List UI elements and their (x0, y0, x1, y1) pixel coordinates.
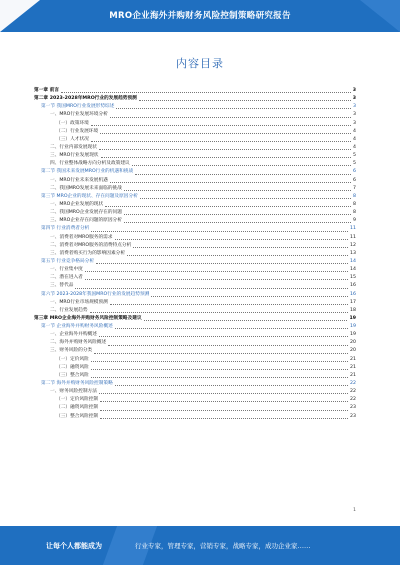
toc-entry-title: 三、MRO企业存在问题的原因分析 (50, 218, 122, 224)
toc-leader-dots (105, 206, 351, 207)
toc-entry[interactable] (34, 217, 356, 225)
toc-entry-page: 21 (350, 372, 356, 378)
toc-leader-dots (110, 304, 348, 305)
toc-leader-dots (91, 361, 348, 362)
toc-leader-dots (101, 157, 352, 158)
toc-entry-page: 15 (350, 275, 356, 281)
toc-leader-dots (99, 393, 348, 394)
toc-leader-dots (110, 182, 351, 183)
toc-leader-dots (91, 141, 351, 142)
toc-entry-page: 20 (350, 340, 356, 346)
toc-leader-dots (100, 401, 348, 402)
toc-leader-dots (91, 231, 348, 232)
toc-entry[interactable] (34, 404, 356, 412)
toc-entry-title: 第一节 企业海外并购财务风险概述 (41, 324, 113, 330)
toc-entry-title: 三、MRO行业发展现状 (50, 153, 99, 159)
toc-leader-dots (96, 263, 348, 264)
toc-entry[interactable] (34, 103, 356, 111)
toc-leader-dots (110, 117, 351, 118)
toc-leader-dots (124, 222, 351, 223)
toc-entry-page: 6 (353, 169, 356, 175)
toc-entry[interactable] (34, 348, 356, 356)
toc-leader-dots (140, 198, 351, 199)
toc-entry-title: 二、行业发展趋势 (50, 307, 88, 313)
toc-entry-page: 20 (350, 348, 356, 354)
toc-entry-title: （三）整合风险 (56, 372, 89, 378)
toc-entry-title: （一）定价风险控制 (56, 397, 99, 403)
toc-entry-page: 3 (353, 120, 356, 126)
toc-entry[interactable] (34, 331, 356, 339)
toc-entry-page: 22 (350, 389, 356, 395)
toc-entry[interactable] (34, 356, 356, 364)
toc-entry-page: 8 (353, 210, 356, 216)
toc-entry-title: 一、MRO企业发展的现状 (50, 201, 104, 207)
toc-leader-dots (151, 296, 348, 297)
toc-entry-page: 12 (350, 242, 356, 248)
toc-leader-dots (100, 410, 348, 411)
report-title: MRO企业海外并购财务风险控制策略研究报告 (109, 11, 291, 21)
toc-entry-page: 3 (353, 104, 356, 110)
toc-entry[interactable] (34, 372, 356, 380)
toc-entry[interactable] (34, 307, 356, 315)
toc-entry-title: 二、潜在进入者 (50, 275, 83, 281)
toc-entry[interactable] (34, 315, 356, 323)
toc-entry-title: 一、消费者对MRO服务的需求 (50, 234, 113, 240)
toc-entry-page: 8 (353, 201, 356, 207)
toc-entry-title: 第一章 前言 (34, 87, 60, 93)
toc-entry[interactable] (34, 250, 356, 258)
toc-entry-page: 9 (353, 218, 356, 224)
toc-entry-title: （三）人才状况 (56, 136, 89, 142)
page-number: 1 (353, 508, 356, 513)
toc-entry-page: 14 (350, 258, 356, 264)
toc-entry[interactable] (34, 185, 356, 193)
toc-entry[interactable] (34, 299, 356, 307)
toc-entry-page: 16 (350, 283, 356, 289)
toc-entry[interactable] (34, 396, 356, 404)
toc-entry-page: 3 (352, 87, 356, 93)
toc-entry-page: 8 (353, 193, 356, 199)
toc-entry-title: 四、行业整体战略方向分析及政策建议 (50, 161, 130, 167)
toc-entry[interactable] (34, 95, 356, 103)
toc-entry-title: 三、财务风险的分类 (50, 348, 93, 354)
toc-entry-title: 三、替代品 (50, 283, 74, 289)
toc-leader-dots (94, 353, 348, 354)
toc-entry-page: 5 (353, 161, 356, 167)
toc-leader-dots (91, 369, 348, 370)
toc-leader-dots (100, 133, 351, 134)
footer-roles: 行业专家，管理专家，营销专家，战略专家，成功企业家…… (135, 542, 311, 550)
toc-entry-title: 第二章 2023-2028年MRO行业的发展趋势预测 (34, 96, 137, 102)
toc-entry[interactable] (34, 225, 356, 233)
toc-entry-page: 22 (350, 397, 356, 403)
toc-entry-title: 二、我国MRO企业发展存在的问题 (50, 210, 122, 216)
toc-leader-dots (115, 239, 348, 240)
toc-leader-dots (139, 100, 351, 101)
table-of-contents (34, 87, 356, 421)
toc-entry-page: 23 (350, 413, 356, 419)
toc-entry[interactable] (34, 193, 356, 201)
toc-entry-title: 一、行业集中度 (50, 267, 83, 273)
toc-entry[interactable] (34, 111, 356, 119)
toc-entry[interactable] (34, 380, 356, 388)
toc-entry-title: 二、消费者对MRO服务的消费特点分析 (50, 242, 132, 248)
toc-leader-dots (108, 345, 348, 346)
toc-leader-dots (99, 149, 351, 150)
toc-leader-dots (124, 190, 351, 191)
toc-leader-dots (124, 214, 351, 215)
footer-slogan: 让每个人都能成为 (46, 542, 102, 550)
toc-entry-title: 第六节 2023-2028年我国MRO行业的发展趋势预测 (41, 291, 150, 297)
page-header (0, 0, 400, 32)
toc-entry[interactable] (34, 282, 356, 290)
toc-leader-dots (61, 92, 351, 93)
toc-leader-dots (135, 174, 351, 175)
toc-entry-title: 二、行业内部发展现状 (50, 144, 97, 150)
toc-entry-title: 一、MRO行业未来发展机遇 (50, 177, 108, 183)
toc-entry-page: 4 (353, 136, 356, 142)
toc-entry-title: （二）融资风险 (56, 364, 89, 370)
toc-entry-page: 14 (350, 267, 356, 273)
toc-entry[interactable] (34, 291, 356, 299)
toc-entry-title: （三）整合风险控制 (56, 413, 99, 419)
toc-entry-page: 11 (350, 226, 356, 232)
toc-entry-page: 4 (353, 144, 356, 150)
toc-leader-dots (99, 336, 348, 337)
toc-leader-dots (90, 312, 349, 313)
toc-entry-page: 6 (353, 177, 356, 183)
toc-entry-page: 13 (350, 250, 356, 256)
toc-entry[interactable] (34, 144, 356, 152)
toc-entry-title: （二）行业发展环境 (56, 128, 99, 134)
toc-entry[interactable] (34, 136, 356, 144)
toc-leader-dots (115, 328, 348, 329)
toc-entry-title: 一、企业海外并购概述 (50, 332, 97, 338)
toc-entry-title: 第五节 行业竞争格局分析 (41, 258, 95, 264)
toc-leader-dots (132, 165, 351, 166)
toc-leader-dots (91, 125, 351, 126)
toc-entry-title: 二、海外并购财务风险概述 (50, 340, 107, 346)
toc-entry[interactable] (34, 120, 356, 128)
toc-entry-title: 二、我国MRO发展未来面临的挑战 (50, 185, 122, 191)
toc-entry[interactable] (34, 128, 356, 136)
toc-entry[interactable] (34, 242, 356, 250)
toc-entry-title: 三、消费者购买行为的影响因素分析 (50, 250, 126, 256)
toc-leader-dots (85, 271, 348, 272)
toc-entry-title: 第一节 我国MRO行业发展形势综述 (41, 104, 115, 110)
toc-leader-dots (115, 385, 348, 386)
toc-entry-page: 21 (350, 364, 356, 370)
toc-leader-dots (85, 279, 348, 280)
toc-entry[interactable] (34, 274, 356, 282)
toc-entry[interactable] (34, 266, 356, 274)
toc-entry-title: 第三章 MRO企业海外并购财务风险控制策略及建议 (34, 315, 142, 321)
toc-leader-dots (144, 320, 348, 321)
toc-entry[interactable] (34, 209, 356, 217)
toc-entry-title: 一、财务风险控制方法 (50, 389, 97, 395)
toc-entry-page: 19 (350, 324, 356, 330)
toc-entry-page: 5 (353, 153, 356, 159)
toc-entry-page: 17 (350, 299, 356, 305)
toc-entry[interactable] (34, 160, 356, 168)
toc-entry-page: 16 (350, 291, 356, 297)
toc-entry-page: 18 (350, 307, 356, 313)
toc-entry-page: 3 (353, 112, 356, 118)
toc-entry-title: （二）融资风险控制 (56, 405, 99, 411)
toc-entry-page: 23 (350, 405, 356, 411)
toc-entry-page: 7 (353, 185, 356, 191)
toc-entry[interactable] (34, 87, 356, 95)
toc-entry[interactable] (34, 323, 356, 331)
toc-leader-dots (100, 418, 348, 419)
toc-entry-title: 第二节 海外并购财务风险控制策略 (41, 381, 113, 387)
toc-entry-title: （一）政策环境 (56, 120, 89, 126)
toc-entry-title: 一、MRO行业市场规模预测 (50, 299, 108, 305)
toc-leader-dots (127, 255, 348, 256)
toc-leader-dots (75, 288, 348, 289)
toc-entry[interactable] (34, 413, 356, 421)
toc-entry[interactable] (34, 177, 356, 185)
toc-entry[interactable] (34, 388, 356, 396)
toc-entry-page: 3 (352, 96, 356, 102)
toc-entry-title: 第二节 我国未来发展MRO行业的机遇和挑战 (41, 169, 134, 175)
toc-leader-dots (116, 108, 351, 109)
toc-entry-page: 19 (349, 315, 356, 321)
toc-entry-page: 4 (353, 128, 356, 134)
toc-entry[interactable] (34, 152, 356, 160)
toc-entry-page: 21 (350, 356, 356, 362)
toc-entry-title: 一、MRO行业发展环境分析 (50, 112, 108, 118)
toc-entry[interactable] (34, 339, 356, 347)
toc-leader-dots (133, 247, 348, 248)
toc-entry[interactable] (34, 201, 356, 209)
toc-entry[interactable] (34, 168, 356, 176)
toc-entry-page: 19 (350, 332, 356, 338)
toc-leader-dots (91, 377, 348, 378)
page-footer (0, 526, 400, 565)
toc-entry-page: 22 (350, 381, 356, 387)
toc-entry[interactable] (34, 234, 356, 242)
toc-entry-title: 第三节 MRO企业的现状、存在问题及原因分析 (41, 193, 138, 199)
toc-entry-title: （一）定价风险 (56, 356, 89, 362)
toc-entry-title: 第四节 行业消费者分析 (41, 226, 90, 232)
toc-entry-page: 11 (350, 234, 356, 240)
toc-entry[interactable] (34, 364, 356, 372)
toc-heading: 内容目录 (176, 57, 224, 70)
toc-entry[interactable] (34, 258, 356, 266)
